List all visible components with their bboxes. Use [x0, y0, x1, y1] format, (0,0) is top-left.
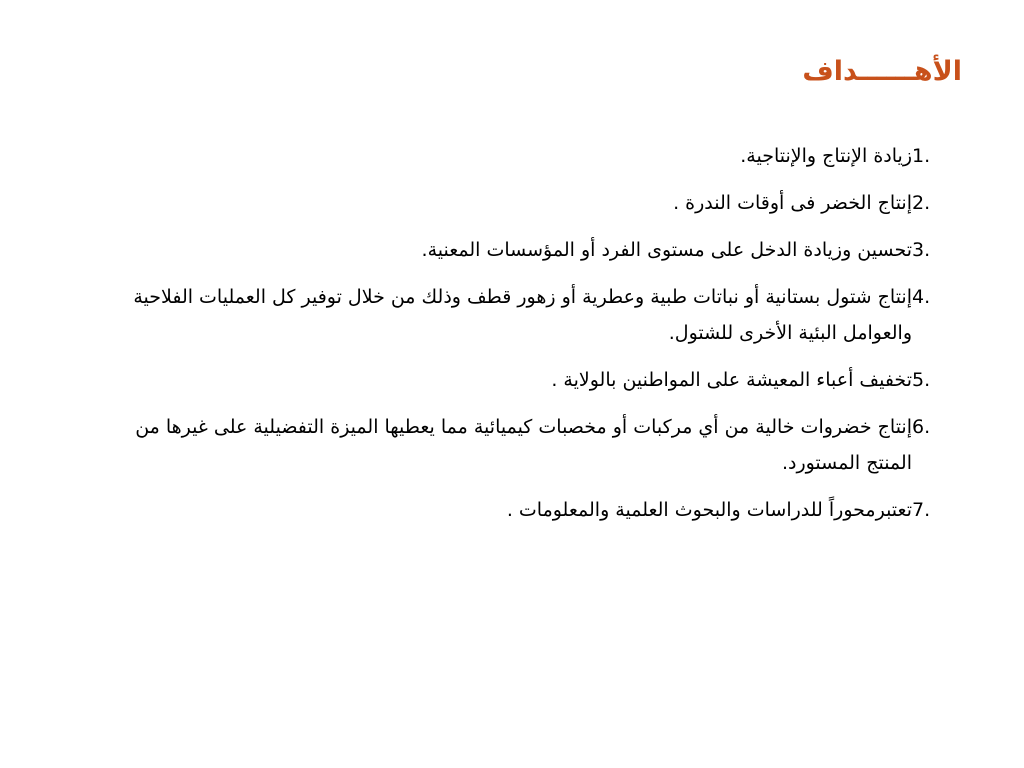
- item-number: 2.: [912, 192, 931, 214]
- list-item: [88, 409, 968, 481]
- item-text: إنتاج الخضر فى أوقات الندرة .: [673, 192, 912, 214]
- item-number: 3.: [912, 239, 931, 261]
- list-item: [88, 362, 968, 398]
- list-item: [88, 138, 968, 174]
- item-text: تعتبرمحوراً للدراسات والبحوث العلمية والمعلومات .: [506, 499, 912, 521]
- item-text: زيادة الإنتاج والإنتاجية.: [740, 145, 912, 167]
- item-number: 4.: [912, 286, 931, 308]
- list-item: [88, 185, 968, 221]
- list-item: [88, 279, 968, 351]
- item-number: 5.: [912, 369, 931, 391]
- item-text: إنتاج خضروات خالية من أي مركبات أو مخصبات كيميائية مما يعطيها الميزة التفضيلية على غيرها من المنتج المستورد.: [135, 416, 912, 474]
- list-item: [88, 492, 968, 528]
- slide-title: الأهــــــداف: [802, 56, 962, 87]
- goals-list: [88, 138, 968, 539]
- item-text: تحسين وزيادة الدخل على مستوى الفرد أو المؤسسات المعنية.: [421, 239, 912, 261]
- item-number: 6.: [912, 416, 931, 438]
- item-number: 1.: [912, 145, 931, 167]
- item-text: تخفيف أعباء المعيشة على المواطنين بالولاية .: [551, 369, 912, 391]
- list-item: [88, 232, 968, 268]
- item-text: إنتاج شتول بستانية أو نباتات طبية وعطرية أو زهور قطف وذلك من خلال توفير كل العمليات الفلاحية والعوامل البئية الأخرى للشتول.: [133, 286, 912, 344]
- item-number: 7.: [912, 499, 931, 521]
